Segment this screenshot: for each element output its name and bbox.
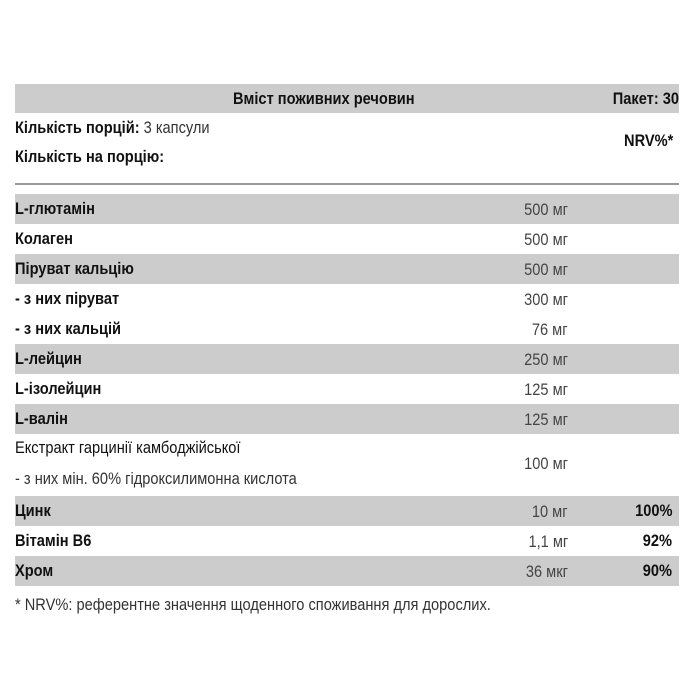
table-row [15, 434, 679, 496]
ingredient-amount: 125 мг [524, 380, 568, 399]
ingredient-name: L-ізолейцин [15, 379, 102, 398]
nrv-footnote: * NRV%: референтне значення щоденного споживання для дорослих. [15, 595, 491, 614]
table-row [15, 404, 679, 434]
servings-value: 3 капсули [139, 118, 210, 137]
nrv-column-header: NRV%* [623, 131, 673, 150]
ingredient-amount: 76 мг [532, 320, 568, 339]
nutrition-table [15, 84, 679, 586]
ingredient-nrv: 92% [642, 531, 672, 550]
ingredient-name: Екстракт гарцинії камбоджійської [15, 438, 241, 457]
ingredient-amount: 300 мг [524, 290, 568, 309]
table-row [15, 254, 679, 284]
ingredient-nrv: 90% [642, 561, 672, 580]
table-title: Вміст поживних речовин [233, 89, 415, 108]
ingredient-amount: 500 мг [524, 260, 568, 279]
ingredient-amount: 36 мкг [525, 562, 568, 581]
table-row [15, 374, 679, 404]
ingredient-amount: 10 мг [532, 502, 568, 521]
ingredient-amount: 250 мг [524, 350, 568, 369]
ingredient-amount: 500 мг [524, 230, 568, 249]
servings-count [15, 118, 210, 138]
ingredient-name: Хром [15, 561, 54, 580]
ingredient-name: Цинк [15, 501, 51, 520]
table-row [15, 314, 679, 344]
ingredient-name: L-лейцин [15, 349, 82, 368]
table-row [15, 526, 679, 556]
ingredient-name: Піруват кальцію [15, 259, 134, 278]
ingredient-name: Вітамін В6 [15, 531, 92, 550]
ingredient-name: Колаген [15, 229, 73, 248]
table-row [15, 556, 679, 586]
divider [15, 183, 679, 185]
servings-label: Кількість порцій: [15, 118, 140, 137]
ingredient-nrv: 100% [634, 501, 672, 520]
ingredient-amount: 100 мг [524, 454, 568, 473]
table-row [15, 344, 679, 374]
table-header [15, 84, 679, 113]
ingredient-name: L-глютамін [15, 199, 95, 218]
table-row [15, 284, 679, 314]
ingredient-amount: 125 мг [524, 410, 568, 429]
per-serving-label: Кількість на порцію: [15, 147, 165, 166]
table-row [15, 194, 679, 224]
ingredient-name: - з них кальцій [15, 319, 122, 338]
pack-size: Пакет: 30 [612, 89, 679, 108]
ingredient-name: - з них піруват [15, 289, 120, 308]
ingredient-name: L-валін [15, 409, 68, 428]
serving-info [15, 113, 679, 183]
table-row [15, 224, 679, 254]
ingredient-subnote: - з них мін. 60% гідроксилимонна кислота [15, 469, 297, 488]
ingredient-amount: 500 мг [524, 200, 568, 219]
ingredient-amount: 1,1 мг [528, 532, 568, 551]
table-row [15, 496, 679, 526]
